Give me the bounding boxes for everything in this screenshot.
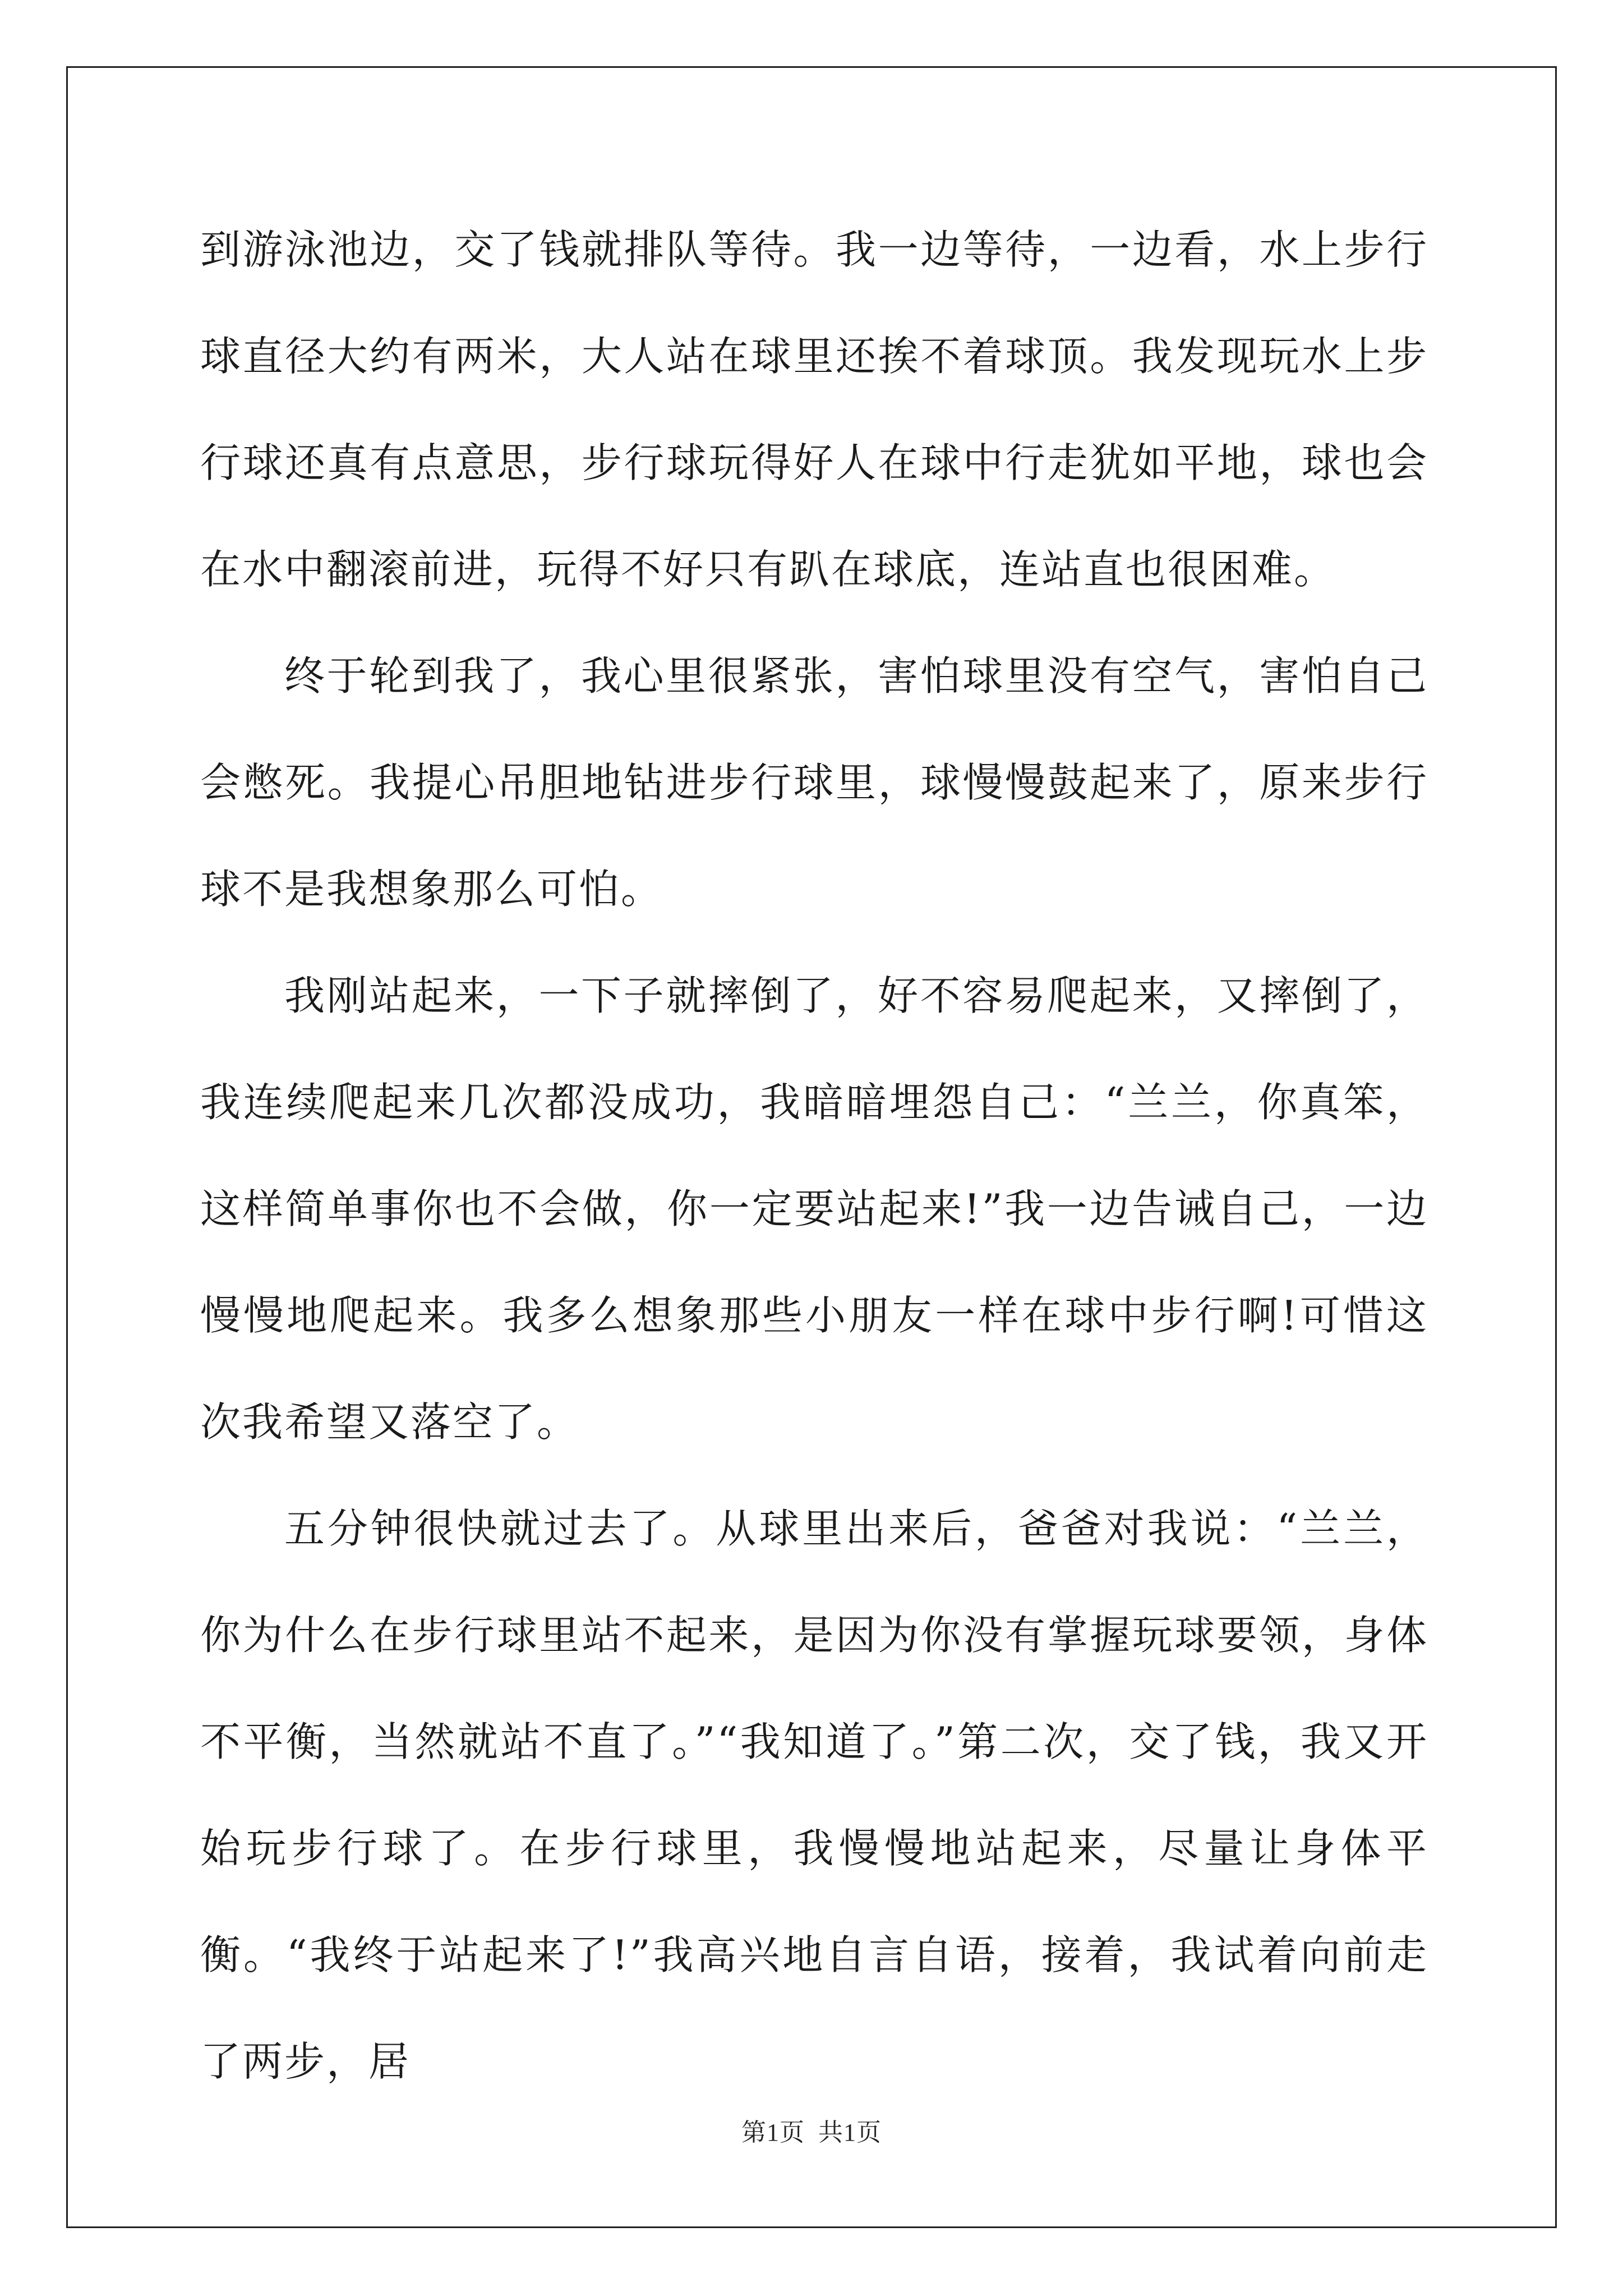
document-body [200,196,1428,2115]
paragraph: 我刚站起来，一下子就摔倒了，好不容易爬起来，又摔倒了，我连续爬起来几次都没成功，我暗暗埋怨自己：“兰兰，你真笨，这样简单事你也不会做，你一定要站起来!”我一边告诫自己，一边慢慢地爬起来。我多么想象那些小朋友一样在球中步行啊!可惜这次我希望又落空了。 [200,972,1428,1446]
paragraph: 五分钟很快就过去了。从球里出来后，爸爸对我说：“兰兰，你为什么在步行球里站不起来，是因为你没有掌握玩球要领，身体不平衡，当然就站不直了。”“我知道了。”第二次，交了钱，我又开始玩步行球了。在步行球里，我慢慢地站起来，尽量让身体平衡。“我终于站起来了!”我高兴地自言自语，接着，我试着向前走了两步，居 [200,1505,1428,2085]
page-number: 第1页 共1页 [741,2119,882,2146]
paragraph-continued: 到游泳池边，交了钱就排队等待。我一边等待，一边看，水上步行球直径大约有两米，大人站在球里还挨不着球顶。我发现玩水上步行球还真有点意思，步行球玩得好人在球中行走犹如平地，球也会在水中翻滚前进，玩得不好只有趴在球底，连站直也很困难。 [200,226,1428,593]
paragraph: 终于轮到我了，我心里很紧张，害怕球里没有空气，害怕自己会憋死。我提心吊胆地钻进步行球里，球慢慢鼓起来了，原来步行球不是我想象那么可怕。 [200,652,1428,913]
